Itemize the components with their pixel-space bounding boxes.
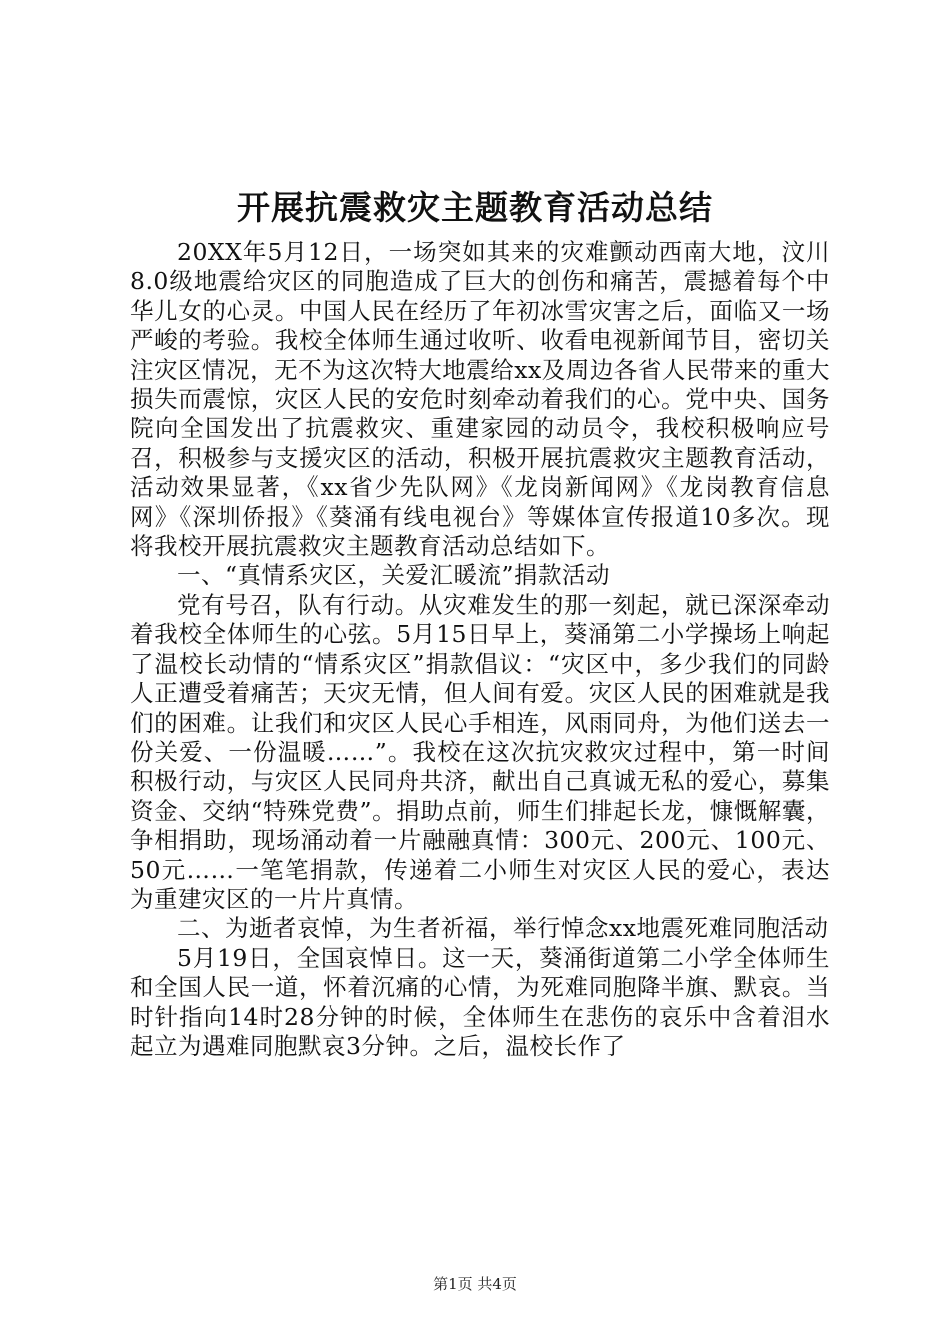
mourning-paragraph: 5月19日，全国哀悼日。这一天，葵涌街道第二小学全体师生和全国人民一道，怀着沉痛的心情，为死难同胞降半旗、默哀。当时针指向14时28分钟的时候，全体师生在悲伤的哀乐中含着泪水起立为遇难同胞默哀3分钟。之后，温校长作了 bbox=[130, 943, 830, 1060]
page-number-footer: 第1页 共4页 bbox=[433, 1275, 517, 1293]
intro-paragraph: 20XX年5月12日，一场突如其来的灾难颤动西南大地，汶川8.0级地震给灾区的同胞造成了巨大的创伤和痛苦，震撼着每个中华儿女的心灵。中国人民在经历了年初冰雪灾害之后，面临又一场严峻的考验。我校全体师生通过收听、收看电视新闻节目，密切关注灾区情况，无不为这次特大地震给xx及周边各省人民带来的重大损失而震惊，灾区人民的安危时刻牵动着我们的心。党中央、国务院向全国发出了抗震救灾、重建家园的动员令，我校积极响应号召，积极参与支援灾区的活动，积极开展抗震救灾主题教育活动，活动效果显著，《xx省少先队网》《龙岗新闻网》《龙岗教育信息网》《深圳侨报》《葵涌有线电视台》等媒体宣传报道10多次。现将我校开展抗震救灾主题教育活动总结如下。 bbox=[130, 238, 830, 561]
section-heading-donation: 一、“真情系灾区，关爱汇暖流”捐款活动 bbox=[177, 561, 611, 590]
document-body bbox=[130, 238, 830, 1061]
document-title: 开展抗震救灾主题教育活动总结 bbox=[237, 188, 713, 227]
donation-paragraph: 党有号召，队有行动。从灾难发生的那一刻起，就已深深牵动着我校全体师生的心弦。5月15日早上，葵涌第二小学操场上响起了温校长动情的“情系灾区”捐款倡议：“灾区中，多少我们的同龄人正遭受着痛苦；天灾无情，但人间有爱。灾区人民的困难就是我们的困难。让我们和灾区人民心手相连，风雨同舟，为他们送去一份关爱、一份温暖……”。我校在这次抗灾救灾过程中，第一时间积极行动，与灾区人民同舟共济，献出自己真诚无私的爱心，募集资金、交纳“特殊党费”。捐助点前，师生们排起长龙，慷慨解囊，争相捐助，现场涌动着一片融融真情：300元、200元、100元、50元……一笔笔捐款，传递着二小师生对灾区人民的爱心，表达为重建灾区的一片片真情。 bbox=[130, 590, 830, 913]
section-heading-mourning: 二、为逝者哀悼，为生者祈福，举行悼念xx地震死难同胞活动 bbox=[177, 914, 829, 943]
